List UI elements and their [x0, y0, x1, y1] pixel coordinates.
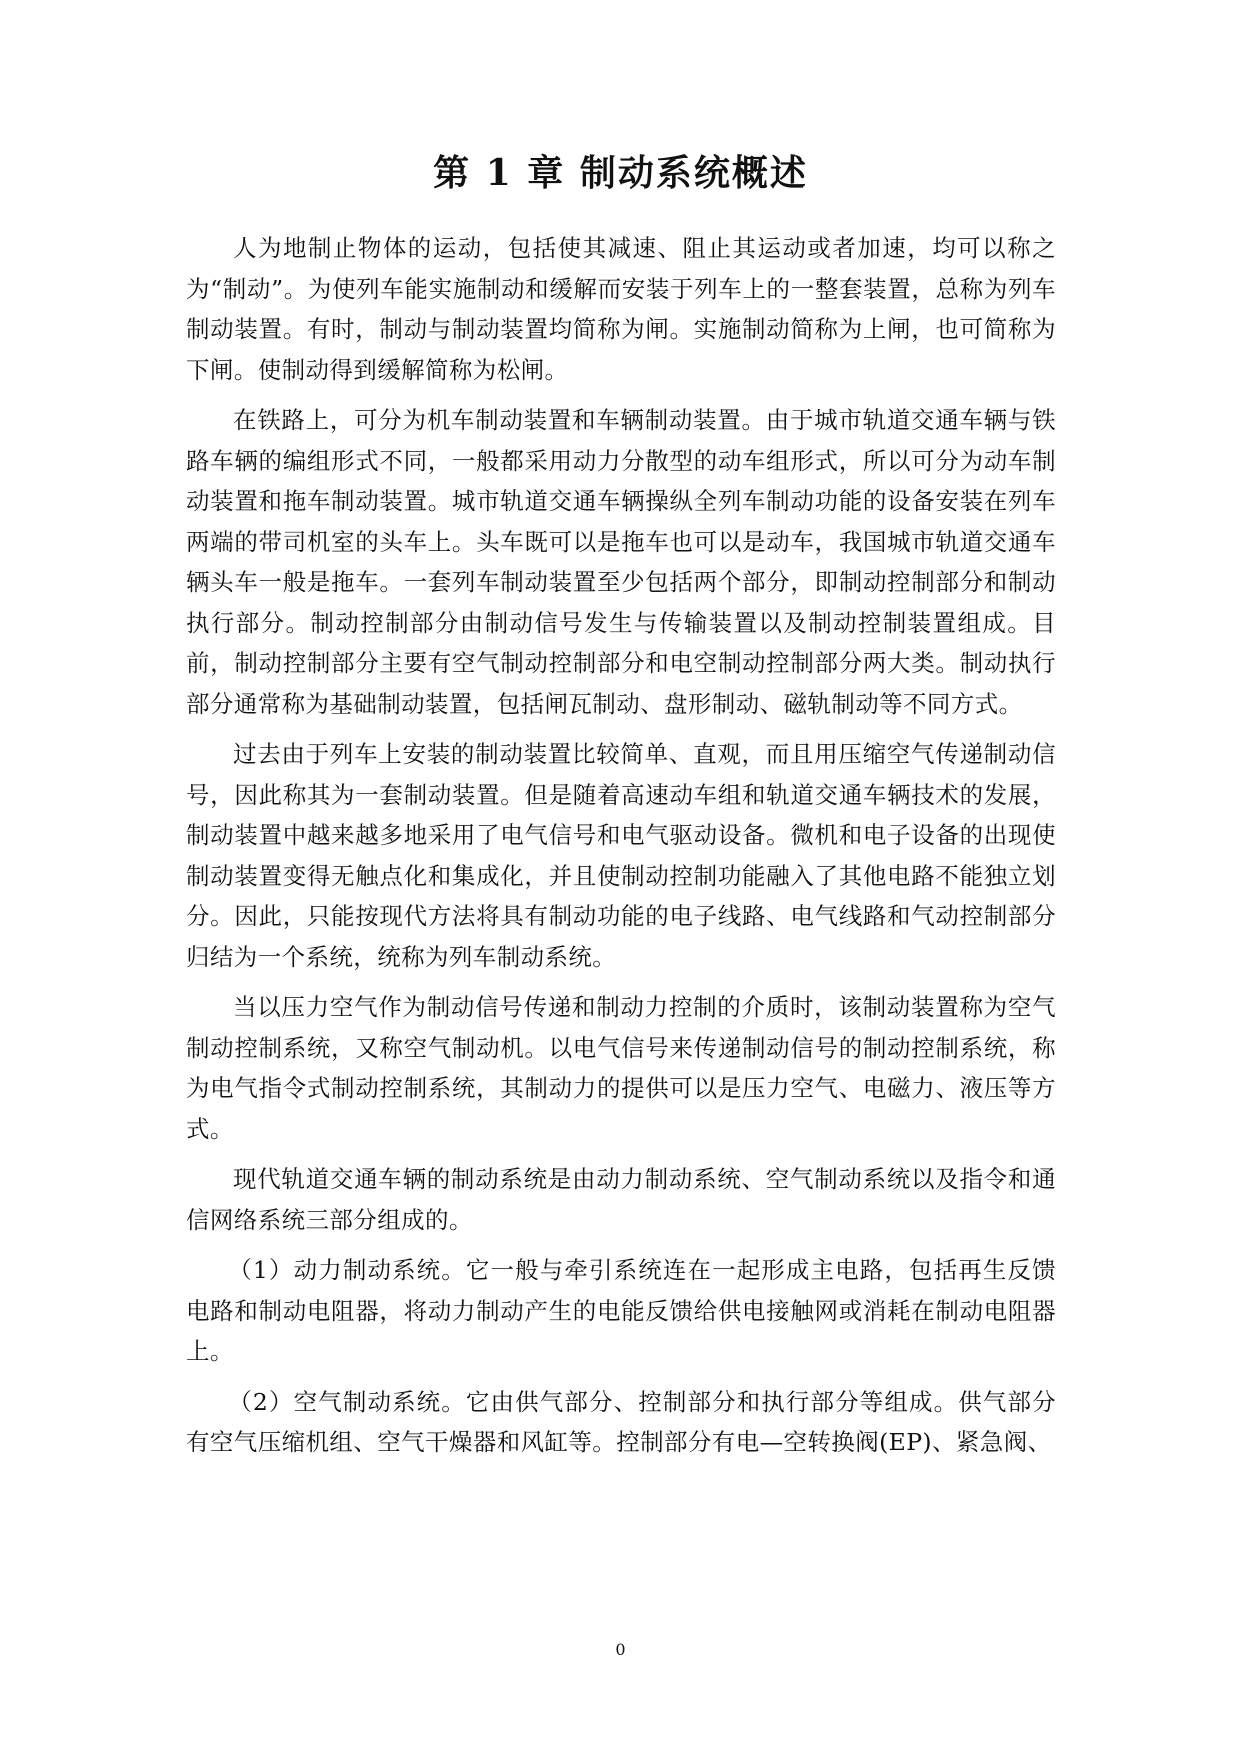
- chapter-title: 第 1 章 制动系统概述: [433, 152, 808, 194]
- paragraph-air-brake-system: （2）空气制动系统。它由供气部分、控制部分和执行部分等组成。供气部分有空气压缩机组、空气干燥器和风缸等。控制部分有电—空转换阀(EP)、紧急阀、: [186, 1387, 1056, 1456]
- page-number: 0: [615, 1640, 626, 1659]
- paragraph-railway-braking-devices: 在铁路上，可分为机车制动装置和车辆制动装置。由于城市轨道交通车辆与铁路车辆的编组形式不同，一般都采用动力分散型的动车组形式，所以可分为动车制动装置和拖车制动装置。城市轨道交通车辆操纵全列车制动功能的设备安装在列车两端的带司机室的头车上。头车既可以是拖车也可以是动车，我国城市轨道交通车辆头车一般是拖车。一套列车制动装置至少包括两个部分，即制动控制部分和制动执行部分。制动控制部分由制动信号发生与传输装置以及制动控制装置组成。目前，制动控制部分主要有空气制动控制部分和电空制动控制部分两大类。制动执行部分通常称为基础制动装置，包括闸瓦制动、盘形制动、磁轨制动等不同方式。: [186, 406, 1056, 718]
- paragraph-air-brake-control: 当以压力空气作为制动信号传递和制动力控制的介质时，该制动装置称为空气制动控制系统，又称空气制动机。以电气信号来传递制动信号的制动控制系统，称为电气指令式制动控制系统，其制动力的提供可以是压力空气、电磁力、液压等方式。: [186, 993, 1056, 1143]
- paragraph-modern-brake-composition: 现代轨道交通车辆的制动系统是由动力制动系统、空气制动系统以及指令和通信网络系统三部分组成的。: [186, 1165, 1056, 1234]
- paragraph-braking-definition: 人为地制止物体的运动，包括使其减速、阻止其运动或者加速，均可以称之为“制动”。为使列车能实施制动和缓解而安装于列车上的一整套装置，总称为列车制动装置。有时，制动与制动装置均简称为闸。实施制动简称为上闸，也可简称为下闸。使制动得到缓解简称为松闸。: [186, 234, 1056, 384]
- body-text: [186, 228, 1056, 1473]
- paragraph-dynamic-brake-system: （1）动力制动系统。它一般与牵引系统连在一起形成主电路，包括再生反馈电路和制动电阻器，将动力制动产生的电能反馈给供电接触网或消耗在制动电阻器上。: [186, 1256, 1056, 1365]
- paragraph-braking-system-evolution: 过去由于列车上安装的制动装置比较简单、直观，而且用压缩空气传递制动信号，因此称其为一套制动装置。但是随着高速动车组和轨道交通车辆技术的发展，制动装置中越来越多地采用了电气信号和电气驱动设备。微机和电子设备的出现使制动装置变得无触点化和集成化，并且使制动控制功能融入了其他电路不能独立划分。因此，只能按现代方法将具有制动功能的电子线路、电气线路和气动控制部分归结为一个系统，统称为列车制动系统。: [186, 740, 1056, 971]
